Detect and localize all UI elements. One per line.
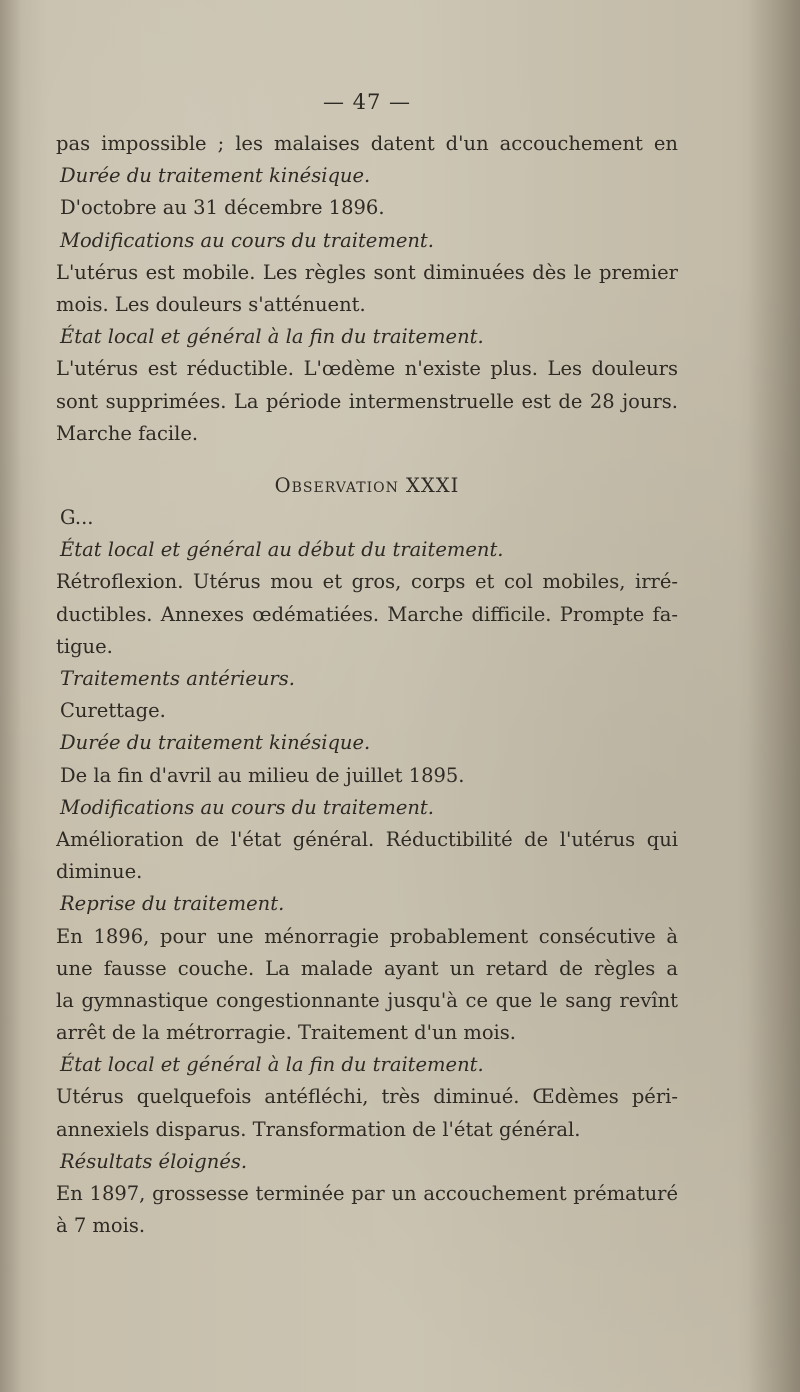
paragraph-line: Rétroflexion. Utérus mou et gros, corps et col mobiles, irré- — [56, 570, 678, 594]
paragraph-line: tigue. — [56, 634, 113, 658]
paragraph-line: annexiels disparus. Transformation de l'état général. — [56, 1117, 581, 1141]
paragraph-line: sont supprimées. La période intermenstruelle est de 28 jours. — [56, 389, 678, 413]
paragraph-line: diminue. — [56, 860, 143, 884]
page-number: — 47 — — [322, 90, 412, 114]
previous-treatments-heading: Traitements antérieurs. — [60, 667, 295, 690]
paragraph-line: pas impossible ; les malaises datent d'un accouchement en — [56, 132, 678, 155]
paragraph-line: arrêt de la métrorragie. Traitement d'un mois. — [56, 1021, 517, 1045]
paragraph-line: L'utérus est réductible. L'œdème n'existe plus. Les douleurs — [56, 357, 678, 381]
final-state-heading: État local et général à la fin du traitement. — [60, 1053, 484, 1077]
final-state-heading: État local et général à la fin du traitement. — [60, 325, 484, 349]
modifications-heading: Modifications au cours du traitement. — [60, 795, 434, 819]
duration-heading: Durée du traitement kinésique. — [60, 731, 371, 755]
duration-text: De la fin d'avril au milieu de juillet 1895. — [60, 763, 465, 787]
page-left-shadow — [0, 0, 22, 1392]
paragraph-line: la gymnastique congestionnante jusqu'à ce que le sang revînt — [56, 988, 678, 1012]
paragraph-line: une fausse couche. La malade ayant un retard de règles a — [56, 956, 678, 980]
modifications-heading: Modifications au cours du traitement. — [60, 228, 434, 252]
observation-title: Observation XXXI — [274, 473, 460, 497]
paragraph-line: Marche facile. — [56, 421, 199, 445]
paragraph-line: En 1896, pour une ménorragie probablement consécutive à — [56, 924, 678, 948]
paragraph-line: En 1897, grossesse terminée par un accouchement prématuré — [56, 1182, 678, 1205]
paragraph-line: Utérus quelquefois antéfléchi, très diminué. Œdèmes péri- — [56, 1085, 678, 1109]
page-text — [56, 86, 678, 1242]
initial-state-heading: État local et général au début du traitement. — [60, 538, 504, 562]
results-heading: Résultats éloignés. — [60, 1149, 248, 1173]
paragraph-line: mois. Les douleurs s'atténuent. — [56, 292, 366, 316]
resumption-heading: Reprise du traitement. — [60, 892, 285, 916]
duration-text: D'octobre au 31 décembre 1896. — [60, 196, 385, 220]
page-right-shadow — [748, 0, 800, 1392]
duration-heading: Durée du traitement kinésique. — [60, 164, 371, 188]
paragraph-line: à 7 mois. — [56, 1214, 146, 1238]
paragraph-line: L'utérus est mobile. Les règles sont diminuées dès le premier — [56, 260, 678, 284]
paragraph-line: Amélioration de l'état général. Réductibilité de l'utérus qui — [56, 827, 678, 851]
patient-initial: G... — [60, 506, 94, 530]
paragraph-line: ductibles. Annexes œdématiées. Marche difficile. Prompte fa- — [56, 602, 678, 626]
previous-treatments-text: Curettage. — [60, 699, 166, 723]
